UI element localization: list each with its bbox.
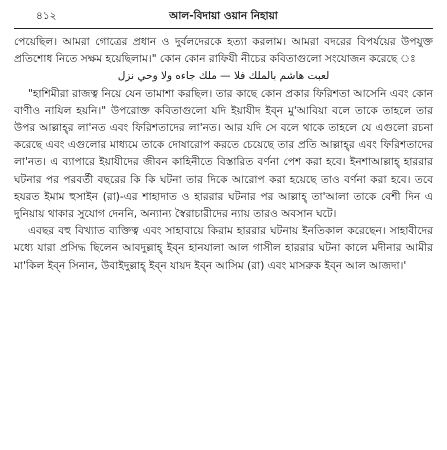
arabic-verse: لعبت هاشم بالملك فلا — ملك جاءه ولا وحي نزل bbox=[117, 70, 330, 83]
header-rule bbox=[14, 28, 433, 29]
page-header bbox=[14, 8, 433, 24]
paragraph-3: এবছর বহু বিখ্যাত ব্যক্তিত্ব এবং সাহাবায়ে কিরাম হাররার ঘটনায় ইনতিকাল করেছেন। সাহাবীদের মধ্যে যারা প্রসিদ্ধ ছিলেন আবদুল্লাহ্‌ ইব্‌ন হানযালা আল গাসীল হাররার ঘটনা কালে মদীনার আমীর মা'কিল ইব্‌ন সিনান, উবাইদুল্লাহ্‌ ইব্‌ন যায়দ ইব্‌ন আসিম (রা) এবং মাসরুক ইব্‌ন আল আজদা।' bbox=[14, 225, 433, 272]
paragraph-2: "হাশিমীরা রাজত্ব নিয়ে যেন তামাশা করছিল। তার কাছে কোন প্রকার ফিরিশতা আসেনি এবং কোন বাণীও নাযিল হয়নি।" উপরোক্ত কবিতাগুলো যদি ইয়াযীদ ইব্‌ন মু'আবিয়া বলে তাকে তাহলে তার উপর আল্লাহ্‌র লা'নত এবং ফিরিশতাদের লা'নত। আর যদি সে বলে থাকে তাহলে যে এগুলো রচনা করেছে এবং এগুলোর মাধ্যমে তাকে দোষারোপ করতে চেয়েছে তার প্রতি আল্লাহ্‌র এবং ফিরিশতাদের লা'নত। এ ব্যাপারে ইয়াযীদের জীবন কাহিনীতে বিস্তারিত বর্ণনা পেশ করা হবে। ইনশাআল্লাহ্‌ হাররার ঘটনার পর পরবর্তী বছরের কি কি ঘটনা তার দিকে আরোপ করা হয়েছে তাও বর্ণনা করা হবে। তবে হযরত ইমাম হুসাইন (রা)-এর শাহাদাত ও হাররার ঘটনার পর আল্লাহ্‌ তা'আলা তাকে বেশী দিন এ দুনিয়ায় থাকার সুযোগ দেননি, অন্যান্য স্বৈরাচারীদের ন্যায় তারও অবসান ঘটে। bbox=[14, 87, 433, 221]
paragraph-1: পেয়েছিল। আমরা গোত্রের প্রধান ও দুর্বলদেরকে হত্যা করলাম। আমরা বদরের বিপর্যয়ের উপযুক্ত প্রতিশোধ নিতে সক্ষম হয়েছিলাম।" কোন কোন রাফিযী নীচের কবিতাগুলো সংযোজন করেছে ঃ bbox=[14, 36, 433, 66]
body-text bbox=[14, 34, 433, 275]
running-title: আল-বিদায়া ওয়ান নিহায়া bbox=[169, 10, 278, 22]
page-number: ৪১২ bbox=[36, 10, 57, 22]
